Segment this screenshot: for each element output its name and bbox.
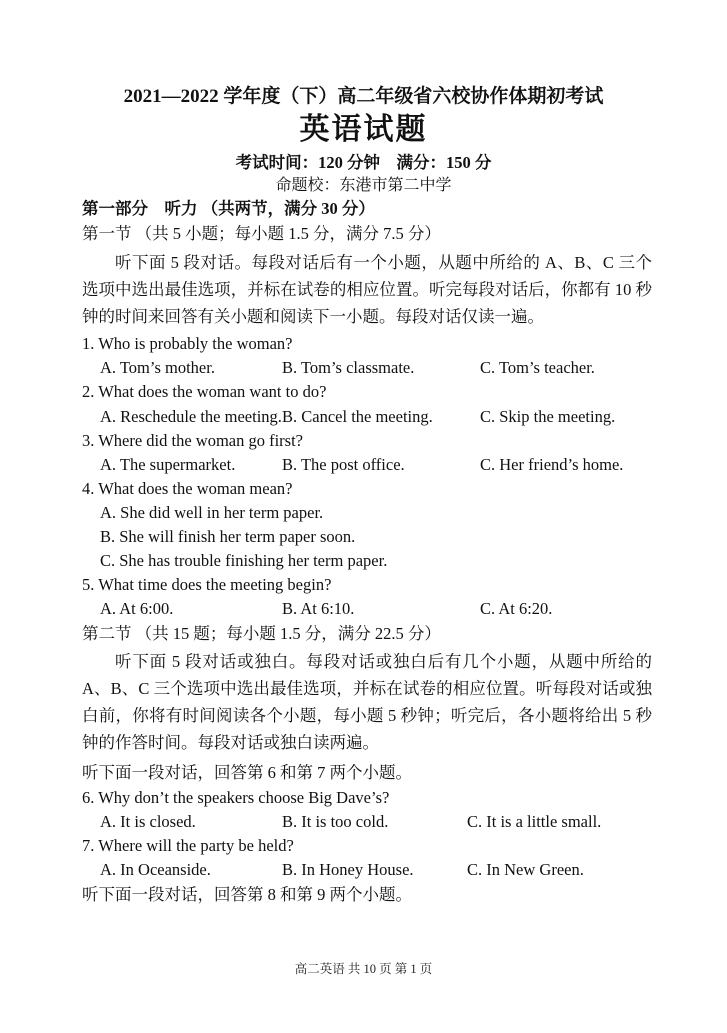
question-4-option-a: A. She did well in her term paper. [100, 503, 324, 522]
question-4-option-c: C. She has trouble finishing her term paper. [100, 551, 388, 570]
part1-heading: 第一部分 听力 （共两节，满分 30 分） [82, 199, 375, 218]
question-2-option-a: A. Reschedule the meeting. [100, 407, 282, 426]
question-2-option-b: B. Cancel the meeting. [282, 407, 433, 426]
question-6-option-a: A. It is closed. [100, 812, 196, 831]
question-1-option-a: A. Tom’s mother. [100, 358, 215, 377]
question-6-option-b: B. It is too cold. [282, 812, 389, 831]
question-7-option-b: B. In Honey House. [282, 860, 414, 879]
question-1-option-c: C. Tom’s teacher. [480, 358, 595, 377]
question-7-stem: 7. Where will the party be held? [82, 836, 294, 855]
question-2-option-c: C. Skip the meeting. [480, 407, 616, 426]
exam-info: 考试时间：120 分钟 满分：150 分 [235, 153, 492, 172]
question-3-option-c: C. Her friend’s home. [480, 455, 624, 474]
question-5-option-b: B. At 6:10. [282, 599, 355, 618]
question-5-option-a: A. At 6:00. [100, 599, 174, 618]
question-6-stem: 6. Why don’t the speakers choose Big Dave’s? [82, 788, 390, 807]
question-3-option-a: A. The supermarket. [100, 455, 236, 474]
section2-heading: 第二节 （共 15 题；每小题 1.5 分，满分 22.5 分） [82, 624, 441, 643]
question-1-option-b: B. Tom’s classmate. [282, 358, 415, 377]
question-7-option-c: C. In New Green. [467, 860, 584, 879]
question-5-option-c: C. At 6:20. [480, 599, 553, 618]
dialogue-8-9-intro: 听下面一段对话，回答第 8 和第 9 两个小题。 [82, 885, 412, 904]
question-4-option-b: B. She will finish her term paper soon. [100, 527, 356, 546]
question-6-option-c: C. It is a little small. [467, 812, 602, 831]
question-4-stem: 4. What does the woman mean? [82, 479, 293, 498]
section2-instructions: 听下面 5 段对话或独白。每段对话或独白后有几个小题，从题中所给的 A、B、C 三个选项中选出最佳选项，并标在试卷的相应位置。听每段对话或独白前，你将有时间阅读各个小题，每小题 5 秒钟；听完后，各小题将给出 5 秒钟的作答时间。每段对话或独白读两遍。 [82, 652, 652, 752]
exam-title: 2021—2022 学年度（下）高二年级省六校协作体期初考试 [123, 86, 604, 107]
question-3-option-b: B. The post office. [282, 455, 405, 474]
section1-heading: 第一节 （共 5 小题；每小题 1.5 分，满分 7.5 分） [82, 224, 441, 243]
question-2-stem: 2. What does the woman want to do? [82, 382, 327, 401]
question-3-stem: 3. Where did the woman go first? [82, 431, 304, 450]
dialogue-6-7-intro: 听下面一段对话，回答第 6 和第 7 两个小题。 [82, 763, 412, 782]
section1-instructions: 听下面 5 段对话。每段对话后有一个小题，从题中所给的 A、B、C 三个选项中选出最佳选项，并标在试卷的相应位置。听完每段对话后，你都有 10 秒钟的时间来回答有关小题和阅读下一小题。每段对话仅读一遍。 [82, 253, 652, 326]
proposer-school: 命题校：东港市第二中学 [275, 177, 452, 194]
question-5-stem: 5. What time does the meeting begin? [82, 575, 332, 594]
question-7-option-a: A. In Oceanside. [100, 860, 211, 879]
page-footer: 高二英语 共 10 页 第 1 页 [294, 962, 433, 976]
subject-title: 英语试题 [299, 113, 428, 146]
question-1-stem: 1. Who is probably the woman? [82, 334, 293, 353]
